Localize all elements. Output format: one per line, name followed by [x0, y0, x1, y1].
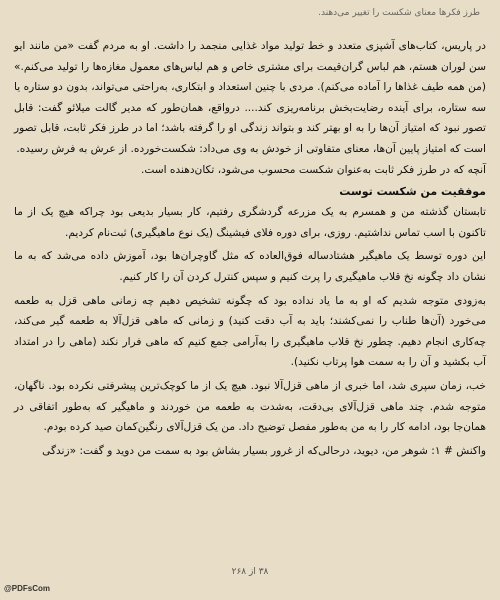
paragraph: خب، زمان سپری شد، اما خبری از ماهی قزل‌آلا نبود. هیچ یک از ما کوچک‌ترین پیشرفتی نکرده بود. ناگهان، متوجه شدم. چند ماهی قزل‌آلای بی‌دقت، به‌شدت به طعمه من خوردند و ماهیگیر که به‌طور اتفاقی در همان‌جا بود، ادامه کار را به من به‌طور مفصل توضیح داد. من یک قزل‌آلای رنگین‌کمان صید کرده بودم. — [14, 379, 486, 434]
watermark: @PDFsCom — [4, 584, 51, 593]
paragraph: به‌زودی متوجه شدیم که او به ما یاد نداده بود که چگونه تشخیص دهیم چه زمانی ماهی قزل به طعمه می‌خورد (آن‌ها طناب را نمی‌کشند؛ باید به آب دقت کنید) و زمانی که ماهی قزل‌آلا به طعمه گیر می‌کند، چه‌کاری انجام دهیم. چطور نخ قلاب ماهیگیری را به‌آرامی جمع کنیم که ماهی فرار نکند (ماهی را در امتداد آب بکشید و آن را به سمت هوا پرتاب نکنید). — [14, 294, 486, 369]
section-heading: موفقیت من شکست توست — [339, 185, 486, 199]
paragraph: تابستان گذشته من و همسرم به یک مزرعه گردشگری رفتیم، کار بسیار بدیعی بود چراکه هیچ یک از ما تاکنون با اسب تماس نداشتیم. روزی، برای دوره فلای فیشینگ (یک نوع ماهیگیری) ثبت‌نام کردیم. — [14, 206, 486, 239]
page-body — [14, 36, 486, 461]
paragraph: واکنش # ۱: شوهر من، دیوید، درحالی‌که از غرور بسیار بشاش بود به سمت من دوید و گفت: «زندگی — [42, 444, 486, 457]
paragraph: این دوره توسط یک ماهیگیر هشتادساله فوق‌العاده که مثل گاوچران‌ها بود، آموزش داده می‌شد که به ما نشان داد چگونه نخ قلاب ماهیگیری را پرت کنیم و سپس کنترل کردن آن را کار کنیم. — [14, 250, 486, 283]
page-indicator: ۳۸ از ۲۶۸ — [231, 567, 269, 577]
paragraph: در پاریس، کتاب‌های آشپزی متعدد و خط تولید مواد غذایی منجمد را داشت. او به مردم گفت «من مانند ایو سن لوران هستم، هم لباس گران‌قیمت برای مشتری خاص و هم لباس‌های معمول مغازه‌ها را تولید می‌کنم.» (من همه طیف غذاها را آماده می‌کنم). مردی با چنین استعداد و ابتکاری، به‌راحتی می‌تواند، بدون دو ستاره یا سه ستاره، برای آینده رضایت‌بخش برنامه‌ریزی کند.... درواقع، همان‌طور که مدیر گالت میلائو گفت: قابل تصور نبود که امتیاز آن‌ها را به او بهتر کند و بتواند زندگی او را گرفته باشد؛ اما در طرز فکر ثابت، قابل تصور است که امتیاز پایین آن‌ها، معنای متفاوتی از خودش به وی می‌داد: شکست‌خورده. از عرش به فرش رسیده. — [14, 40, 486, 155]
running-header: طرز فکرها معنای شکست را تغییر می‌دهند. — [318, 8, 480, 18]
paragraph: آنچه که در طرز فکر ثابت به‌عنوان شکست محسوب می‌شود، تکان‌دهنده است. — [140, 163, 486, 176]
